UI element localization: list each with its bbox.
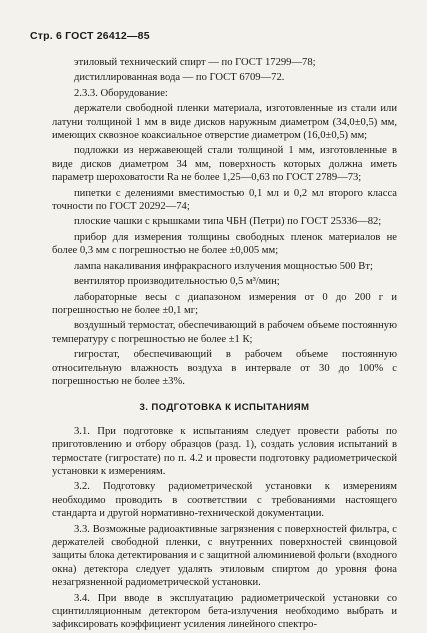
paragraph: 3.4. При вводе в эксплуатацию радиометрической установки со сцинтилляционным детектором бета-излучения необходимо выбрать и зафиксировать коэффициент усиления линейного спектро- bbox=[52, 592, 397, 631]
paragraph: 3.2. Подготовку радиометрической установки к измерениям необходимо проводить в соответствии с требованиями настоящего стандарта и другой нормативно-технической документации. bbox=[52, 481, 397, 520]
paragraph: этиловый технический спирт — по ГОСТ 17299—78; bbox=[74, 57, 316, 68]
section-title: 3. ПОДГОТОВКА К ИСПЫТАНИЯМ bbox=[139, 402, 310, 414]
paragraph: гигростат, обеспечивающий в рабочем объеме постоянную относительную влажность воздуха в интервале от 30 до 100% с погрешностью не более ±3%. bbox=[52, 349, 397, 387]
paragraph: держатели свободной пленки материала, изготовленные из стали или латуни толщиной 1 мм в виде дисков наружным диаметром (34,0±0,5) мм, имеющих сквозное коаксиальное отверстие диаметром (16,0±0,5) мм; bbox=[52, 103, 397, 142]
paragraph: лампа накаливания инфракрасного излучения мощностью 500 Вт; bbox=[74, 260, 373, 272]
paragraph: 2.3.3. Оборудование: bbox=[74, 87, 168, 99]
paragraph: 3.3. Возможные радиоактивные загрязнения с поверхностей фильтра, с держателей свободной пленки, с внутренних поверхностей свинцовой защиты блока детектирования и с защитной алюминиевой фольги (входного окна) детектора следует удалять этиловым спиртом до уровня фона незагрязненной радиометрической установки. bbox=[52, 523, 397, 589]
paragraph: дистиллированная вода — по ГОСТ 6709—72. bbox=[74, 72, 285, 84]
paragraph: плоские чашки с крышками типа ЧБН (Петри) по ГОСТ 25336—82; bbox=[74, 216, 382, 228]
paragraph: воздушный термостат, обеспечивающий в рабочем объеме постоянную температуру с погрешностью не более ±1 К; bbox=[52, 320, 397, 345]
page-header: Стр. 6 ГОСТ 26412—85 bbox=[30, 30, 150, 42]
equipment-list bbox=[52, 56, 397, 388]
paragraph: подложки из нержавеющей стали толщиной 1 мм, изготовленные в виде дисков диаметром 34 мм, поверхность которых должна иметь параметр шероховатости Ra не более 1,25—0,63 по ГОСТ 2789—73; bbox=[52, 145, 397, 184]
paragraph: 3.1. При подготовке к испытаниям следует провести работы по приготовлению и отбору образцов (разд. 1), создать условия испытаний в термостате (гигростате) по п. 4.2 и провести подготовку радиометрической установки к измерениям. bbox=[52, 425, 397, 477]
paragraph: вентилятор производительностью 0,5 м³/мин; bbox=[74, 276, 280, 288]
paragraph: пипетки с делениями вместимостью 0,1 мл и 0,2 мл второго класса точности по ГОСТ 20292—74; bbox=[52, 187, 397, 213]
paragraph: лабораторные весы с диапазоном измерения от 0 до 200 г и погрешностью не более ±0,1 мг; bbox=[52, 291, 397, 316]
paragraph: прибор для измерения толщины свободных пленок материалов не более 0,3 мм с погрешностью не более ±0,005 мм; bbox=[52, 231, 397, 257]
preparation-section bbox=[52, 425, 397, 632]
document-body bbox=[30, 56, 397, 632]
